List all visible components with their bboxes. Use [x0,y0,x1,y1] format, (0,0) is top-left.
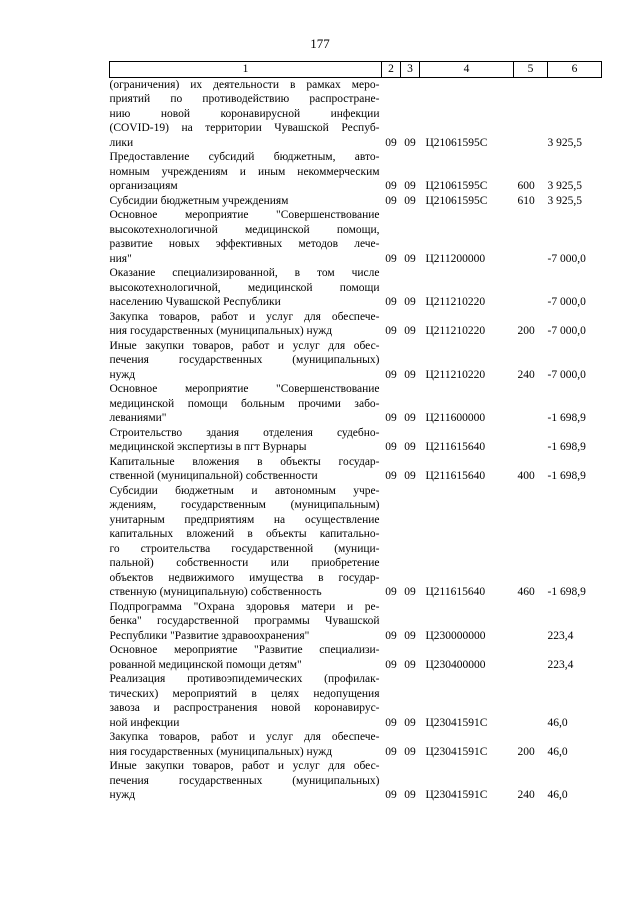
row-subsection: 09 [404,136,416,149]
row-target-article: Ц211615640 [425,470,486,482]
row-amount: 46,0 [547,745,568,758]
row-subsection: 09 [404,629,416,642]
row-section: 09 [385,470,397,482]
row-expense-type [514,600,548,644]
row-name-line: приятий по противодействию распростране- [109,93,380,105]
row-name-line: Субсидии бюджетным и автономным учре- [109,484,380,497]
table-row [110,759,602,803]
row-expense-type: 200 [517,745,535,758]
row-name-line: ния государственных (муниципальных) нужд [109,325,333,337]
row-section: 09 [385,658,397,671]
row-amount: 46,0 [547,716,568,729]
table-row [110,426,602,455]
row-name-line: медицинской экспертизы в пгт Вурнары [109,441,307,453]
row-name [110,643,382,672]
row-expense-type: 460 [517,586,535,598]
row-name [110,672,382,730]
row-name-line: леваниями" [109,412,167,424]
row-expense-type: 610 [517,194,535,207]
row-name [110,426,382,455]
row-name-line: тических) мероприятий в целях недопущения [109,687,380,700]
row-expense-type [514,643,548,672]
row-subsection: 09 [404,180,416,192]
row-name-line: унитарным предприятиям на осуществление [109,513,380,526]
row-subsection: 09 [404,586,416,598]
table-row [110,208,602,266]
row-name-line: Подпрограмма "Охрана здоровья матери и ре- [109,600,380,613]
row-name-line: ния" [109,252,132,265]
table-row [110,339,602,383]
row-target-article: Ц211200000 [425,252,486,265]
row-name [110,266,382,310]
header-col-1: 1 [110,62,382,78]
row-target-article: Ц230000000 [425,629,486,642]
row-subsection: 09 [404,789,416,801]
row-name-line: рованной медицинской помощи детям" [109,658,302,671]
row-name-line: нию новой коронавирусной инфекции [109,107,380,120]
table-row [110,266,602,310]
row-subsection: 09 [404,441,416,453]
row-subsection: 09 [404,296,416,308]
table-row [110,730,602,759]
row-name-line: Иные закупки товаров, работ и услуг для обес- [109,339,380,352]
row-name-line: ния государственных (муниципальных) нужд [109,745,333,758]
row-name-line: Строительство здания отделения судебно- [109,426,380,439]
row-section: 09 [385,586,397,598]
header-row [110,62,602,78]
row-name-line: Субсидии бюджетным учреждениям [109,194,289,207]
row-name-line: организациям [109,180,178,192]
row-name-line: пальной) собственности или приобретение [109,557,380,569]
row-section: 09 [385,180,397,192]
row-expense-type: 240 [517,368,535,381]
row-name-line: Закупка товаров, работ и услуг для обеспече- [109,731,380,743]
row-target-article: Ц21061595С [425,194,488,207]
row-amount: 46,0 [547,789,568,801]
row-name [110,600,382,644]
row-name-line: лики [109,136,134,149]
row-subsection: 09 [404,716,416,729]
row-name [110,759,382,803]
table-row [110,77,602,150]
row-section: 09 [385,716,397,729]
table-row [110,194,602,209]
row-name-line: ственную (муниципальную) собственность [109,586,322,598]
row-section: 09 [385,629,397,642]
row-section: 09 [385,441,397,453]
row-section: 09 [385,325,397,337]
row-name-line: (COVID-19) на территории Чувашской Респуб- [109,122,380,134]
row-amount: -7 000,0 [547,368,586,381]
row-expense-type [514,382,548,426]
row-name-line: Основное мероприятие "Совершенствование [109,383,380,395]
row-name-line: печения государственных (муниципальных) [109,774,380,787]
row-expense-type: 400 [517,470,535,482]
row-subsection: 09 [404,412,416,424]
row-name-line: ственной (муниципальной) собственности [109,470,318,482]
row-expense-type [514,266,548,310]
row-amount: 223,4 [547,629,574,642]
row-section: 09 [385,136,397,149]
row-amount: -1 698,9 [547,412,586,424]
row-name-line: капитальных вложений в объекты капитально- [109,528,380,540]
row-amount: 3 925,5 [547,136,582,149]
row-expense-type [514,426,548,455]
table-body [110,77,602,803]
table-row [110,600,602,644]
row-name-line: объектов недвижимого имущества в государ- [109,571,380,584]
row-name [110,208,382,266]
row-name [110,730,382,759]
row-target-article: Ц211210220 [425,368,486,381]
table-row [110,310,602,339]
row-section: 09 [385,368,397,381]
row-name [110,150,382,194]
row-name-line: завоза и распространения новой коронавирус- [109,702,380,714]
row-expense-type: 200 [517,325,535,337]
row-section: 09 [385,412,397,424]
row-target-article: Ц211615640 [425,586,486,598]
row-target-article: Ц211615640 [425,441,486,453]
page-number: 177 [310,36,330,51]
row-subsection: 09 [404,194,416,207]
row-amount: 3 925,5 [547,194,582,207]
row-name [110,339,382,383]
header-col-6: 6 [548,62,602,78]
row-expense-type [514,672,548,730]
row-name-line: развитие новых эффективных методов лече- [109,238,380,250]
table-row [110,150,602,194]
budget-table [109,61,602,803]
row-subsection: 09 [404,252,416,265]
row-name [110,194,382,209]
row-target-article: Ц23041591С [425,745,488,758]
row-amount: 3 925,5 [547,180,582,192]
row-target-article: Ц23041591С [425,716,488,729]
row-section: 09 [385,252,397,265]
row-subsection: 09 [404,658,416,671]
row-section: 09 [385,296,397,308]
row-target-article: Ц23041591С [425,789,488,801]
row-name-line: нужд [109,368,136,381]
row-name-line: Оказание специализированной, в том числе [109,267,380,279]
row-name [110,382,382,426]
row-amount: -1 698,9 [547,586,586,598]
row-section: 09 [385,745,397,758]
row-target-article: Ц21061595С [425,180,488,192]
row-amount: -1 698,9 [547,470,586,482]
header-col-3: 3 [401,62,420,78]
row-expense-type: 240 [517,789,535,801]
row-amount: -7 000,0 [547,325,586,337]
row-name-line: Закупка товаров, работ и услуг для обеспече- [109,310,380,323]
row-amount: -1 698,9 [547,441,586,453]
row-name-line: Капитальные вложения в объекты государ- [109,455,380,468]
row-target-article: Ц21061595С [425,136,488,149]
row-name-line: (ограничения) их деятельности в рамках меро- [109,78,380,91]
row-section: 09 [385,789,397,801]
row-name-line: Основное мероприятие "Совершенствование [109,209,380,221]
header-col-5: 5 [514,62,548,78]
row-section: 09 [385,194,397,207]
row-name-line: высокотехнологичной медицинской помощи, [109,223,380,236]
row-target-article: Ц211600000 [425,412,486,424]
table-row [110,672,602,730]
row-name-line: медицинской помощи больным прочими забо- [109,397,380,410]
row-name-line: Предоставление субсидий бюджетным, авто- [109,151,380,163]
row-amount: 223,4 [547,658,574,671]
row-expense-type [514,208,548,266]
table-row [110,643,602,672]
row-name-line: номным учреждениям и иным некоммерческим [109,165,380,178]
row-name-line: нужд [109,789,136,801]
header-col-2: 2 [382,62,401,78]
header-col-4: 4 [420,62,514,78]
row-name-line: населению Чувашской Республики [109,296,281,308]
table-row [110,382,602,426]
row-expense-type [514,77,548,150]
row-name [110,77,382,150]
row-name-line: ной инфекции [109,716,180,729]
row-amount: -7 000,0 [547,296,586,308]
row-target-article: Ц211210220 [425,325,486,337]
row-name-line: Республики "Развитие здравоохранения" [109,629,310,642]
row-name-line: высокотехнологичной, медицинской помощи [109,281,380,294]
row-name [110,455,382,484]
row-subsection: 09 [404,470,416,482]
row-expense-type: 600 [517,180,535,192]
table-row [110,455,602,484]
row-name-line: ждениям, государственным (муниципальным) [109,499,380,511]
row-name-line: бенка" государственной программы Чувашской [109,615,380,627]
row-subsection: 09 [404,368,416,381]
row-name [110,310,382,339]
row-amount: -7 000,0 [547,252,586,265]
row-name-line: го строительства государственной (муници- [109,542,380,555]
row-name-line: Основное мероприятие "Развитие специализи- [109,644,380,656]
row-subsection: 09 [404,745,416,758]
row-name-line: печения государственных (муниципальных) [109,354,380,366]
row-name-line: Иные закупки товаров, работ и услуг для обес- [109,760,380,772]
row-subsection: 09 [404,325,416,337]
row-target-article: Ц211210220 [425,296,486,308]
row-name [110,484,382,600]
table-header [110,62,602,78]
row-name-line: Реализация противоэпидемических (профилак- [109,673,380,685]
table-row [110,484,602,600]
row-target-article: Ц230400000 [425,658,486,671]
